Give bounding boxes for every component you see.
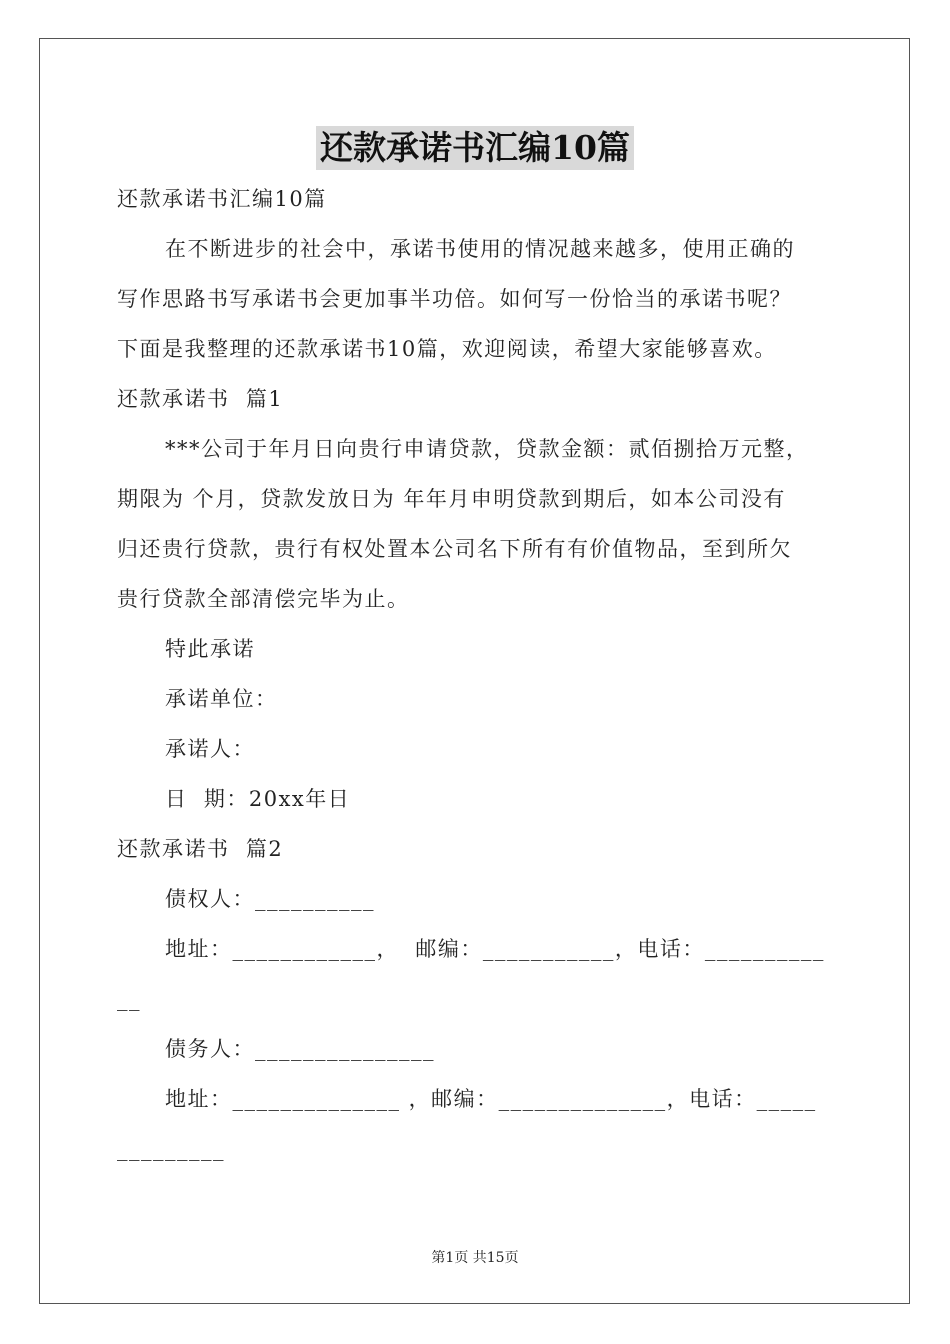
section-1-body-line-3: 归还贵行贷款，贵行有权处置本公司名下所有有价值物品，至到所欠: [117, 537, 792, 561]
section-2-heading: 还款承诺书 篇2: [117, 837, 284, 861]
section-1-person: 承诺人：: [165, 737, 255, 761]
document-title: 还款承诺书汇编10篇: [316, 126, 634, 170]
creditor-address-continuation: __: [117, 987, 141, 1011]
intro-line-3: 下面是我整理的还款承诺书10篇，欢迎阅读，希望大家能够喜欢。: [117, 337, 777, 361]
document-subtitle: 还款承诺书汇编10篇: [117, 187, 327, 211]
intro-line-1: 在不断进步的社会中，承诺书使用的情况越来越多，使用正确的: [165, 237, 795, 261]
section-1-heading: 还款承诺书 篇1: [117, 387, 284, 411]
title-container: [0, 126, 950, 170]
page-footer: 第1页 共15页: [431, 1250, 519, 1266]
section-1-date: 日 期：20xx年日: [165, 787, 351, 811]
debtor-address-field: 地址：______________ ，邮编：______________，电话：_____: [165, 1087, 817, 1111]
page-border: [39, 38, 910, 1304]
creditor-address-field: 地址：____________， 邮编：___________，电话：__________: [165, 937, 825, 961]
intro-line-2: 写作思路书写承诺书会更加事半功倍。如何写一份恰当的承诺书呢？: [117, 287, 792, 311]
section-1-closing: 特此承诺: [165, 637, 255, 661]
section-1-body-line-4: 贵行贷款全部清偿完毕为止。: [117, 587, 410, 611]
section-1-unit: 承诺单位：: [165, 687, 278, 711]
section-1-body-line-1: ***公司于年月日向贵行申请贷款，贷款金额：贰佰捌拾万元整，: [165, 437, 809, 461]
creditor-field: 债权人：__________: [165, 887, 375, 911]
debtor-address-continuation: _________: [117, 1137, 225, 1161]
debtor-field: 债务人：_______________: [165, 1037, 435, 1061]
section-1-body-line-2: 期限为 个月，贷款发放日为 年年月申明贷款到期后，如本公司没有: [117, 487, 786, 511]
